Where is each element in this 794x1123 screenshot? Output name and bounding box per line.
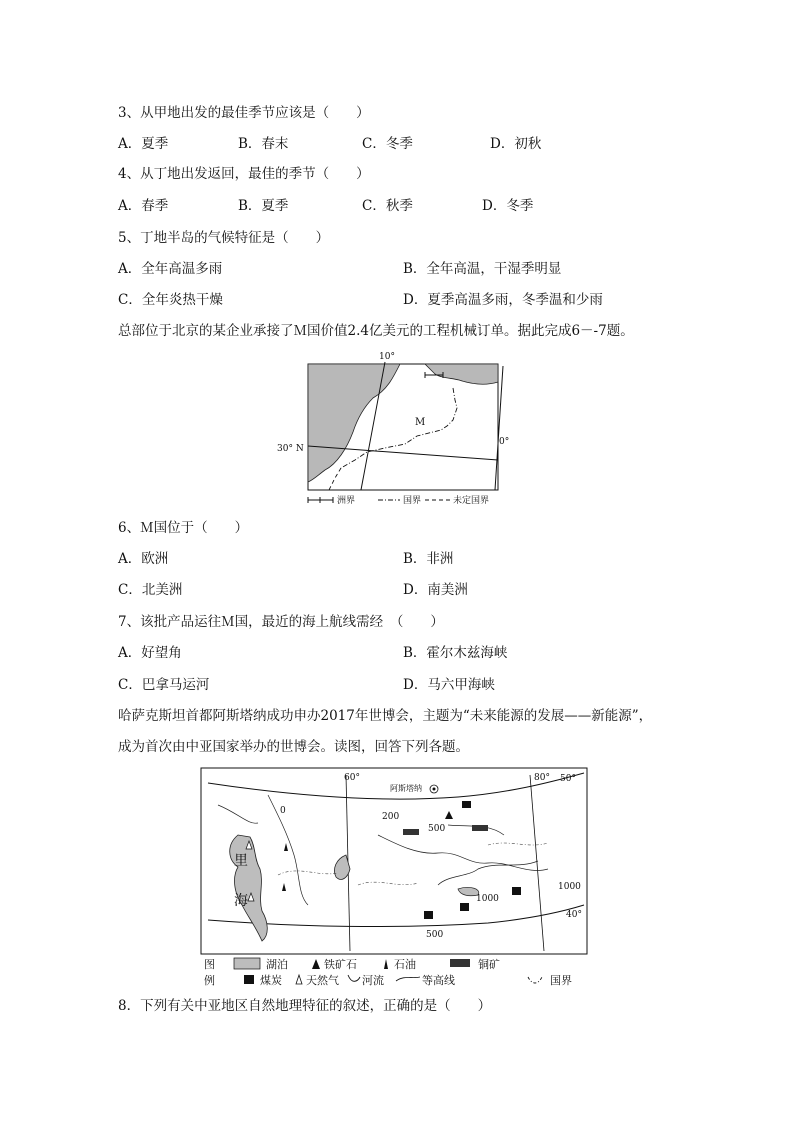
- intro-paragraph-2-line1: 哈萨克斯坦首都阿斯塔纳成功申办2017年世博会，主题为“未来能源的发展——新能源”，: [118, 708, 653, 724]
- q4-option-c: C．秋季: [362, 198, 413, 214]
- q3-option-a: A．夏季: [118, 136, 169, 152]
- q3-option-b: B．春末: [238, 136, 289, 152]
- intro-paragraph-1: 总部位于北京的某企业承接了Ｍ国价值2.4亿美元的工程机械订单。据此完成6－-7题。: [118, 323, 634, 339]
- intro-paragraph-2-line2: 成为首次由中亚国家举办的世博会。读图，回答下列各题。: [118, 739, 469, 755]
- q6-option-a: A．欧洲: [118, 551, 169, 567]
- morocco-map: [275, 348, 515, 510]
- map2-contour-1000-center: 1000: [476, 894, 499, 904]
- map2-contour-500-south: 500: [426, 930, 444, 940]
- q4-option-d: D．冬季: [482, 198, 534, 214]
- map2-contour-0: 0: [280, 806, 286, 816]
- map2-legend-contour: 等高线: [422, 974, 455, 987]
- map1-lon0-label: 0°: [499, 437, 510, 447]
- map2-lon60-label: 60°: [344, 773, 360, 783]
- q6-option-d: D．南美洲: [403, 582, 468, 598]
- q6-stem: 6、Ｍ国位于（ ）: [118, 520, 249, 536]
- map2-contour-200: 200: [382, 812, 400, 822]
- map1-legend-border: 国界: [403, 496, 422, 506]
- map1-lat30-label: 30° N: [277, 444, 304, 454]
- q7-stem: 7、该批产品运往Ｍ国，最近的海上航线需经 （ ）: [118, 614, 444, 630]
- q7-option-d: D．马六甲海峡: [403, 677, 495, 693]
- q5-option-b: B．全年高温，干湿季明显: [403, 261, 562, 277]
- q7-option-c: C．巴拿马运河: [118, 677, 210, 693]
- map2-legend-coal: 煤炭: [260, 974, 282, 987]
- map2-contour-500-north: 500: [428, 824, 446, 834]
- q6-option-c: C．北美洲: [118, 582, 183, 598]
- q4-option-a: A．春季: [118, 198, 169, 214]
- q5-option-a: A．全年高温多雨: [118, 261, 223, 277]
- q6-option-b: B．非洲: [403, 551, 454, 567]
- q5-option-c: C．全年炎热干燥: [118, 292, 223, 308]
- q4-stem: 4、从丁地出发返回，最佳的季节（ ）: [118, 166, 370, 182]
- map2-legend-oil: 石油: [394, 958, 416, 971]
- map1-legend-undetermined: 未定国界: [453, 496, 490, 506]
- map2-legend-river: 河流: [362, 974, 384, 987]
- map2-lat50-label: 50°: [560, 774, 576, 784]
- map2-sea-label-2: 海: [234, 893, 248, 909]
- map2-capital-label: 阿斯塔纳: [390, 784, 422, 793]
- map2-legend-border: 国界: [550, 974, 572, 987]
- map2-legend-gas: 天然气: [306, 974, 339, 987]
- q8-stem: 8．下列有关中亚地区自然地理特征的叙述，正确的是（ ）: [118, 998, 492, 1014]
- map2-legend-head-2: 例: [204, 974, 215, 987]
- q4-option-b: B．夏季: [238, 198, 289, 214]
- map2-sea-label-1: 里: [234, 853, 248, 869]
- map2-contour-1000-east: 1000: [558, 882, 581, 892]
- q7-option-a: A．好望角: [118, 645, 182, 661]
- map2-legend-lake: 湖泊: [266, 958, 288, 971]
- map1-legend-continent: 洲界: [337, 496, 356, 506]
- q3-option-c: C．冬季: [362, 136, 413, 152]
- q5-stem: 5、丁地半岛的气候特征是（ ）: [118, 230, 330, 246]
- q5-option-d: D．夏季高温多雨，冬季温和少雨: [403, 292, 603, 308]
- map1-country-label: M: [415, 417, 426, 428]
- map2-legend-copper: 铜矿: [478, 958, 500, 971]
- map2-lat40-label: 40°: [566, 910, 582, 920]
- map2-lon80-label: 80°: [534, 773, 550, 783]
- map1-lon10-label: 10°: [379, 352, 395, 362]
- q3-stem: 3、从甲地出发的最佳季节应该是（ ）: [118, 105, 370, 121]
- q7-option-b: B．霍尔木兹海峡: [403, 645, 508, 661]
- q3-option-d: D．初秋: [490, 136, 542, 152]
- central-asia-map: [198, 765, 590, 987]
- map2-legend-head-1: 图: [204, 958, 215, 971]
- map2-legend-iron: 铁矿石: [324, 958, 357, 971]
